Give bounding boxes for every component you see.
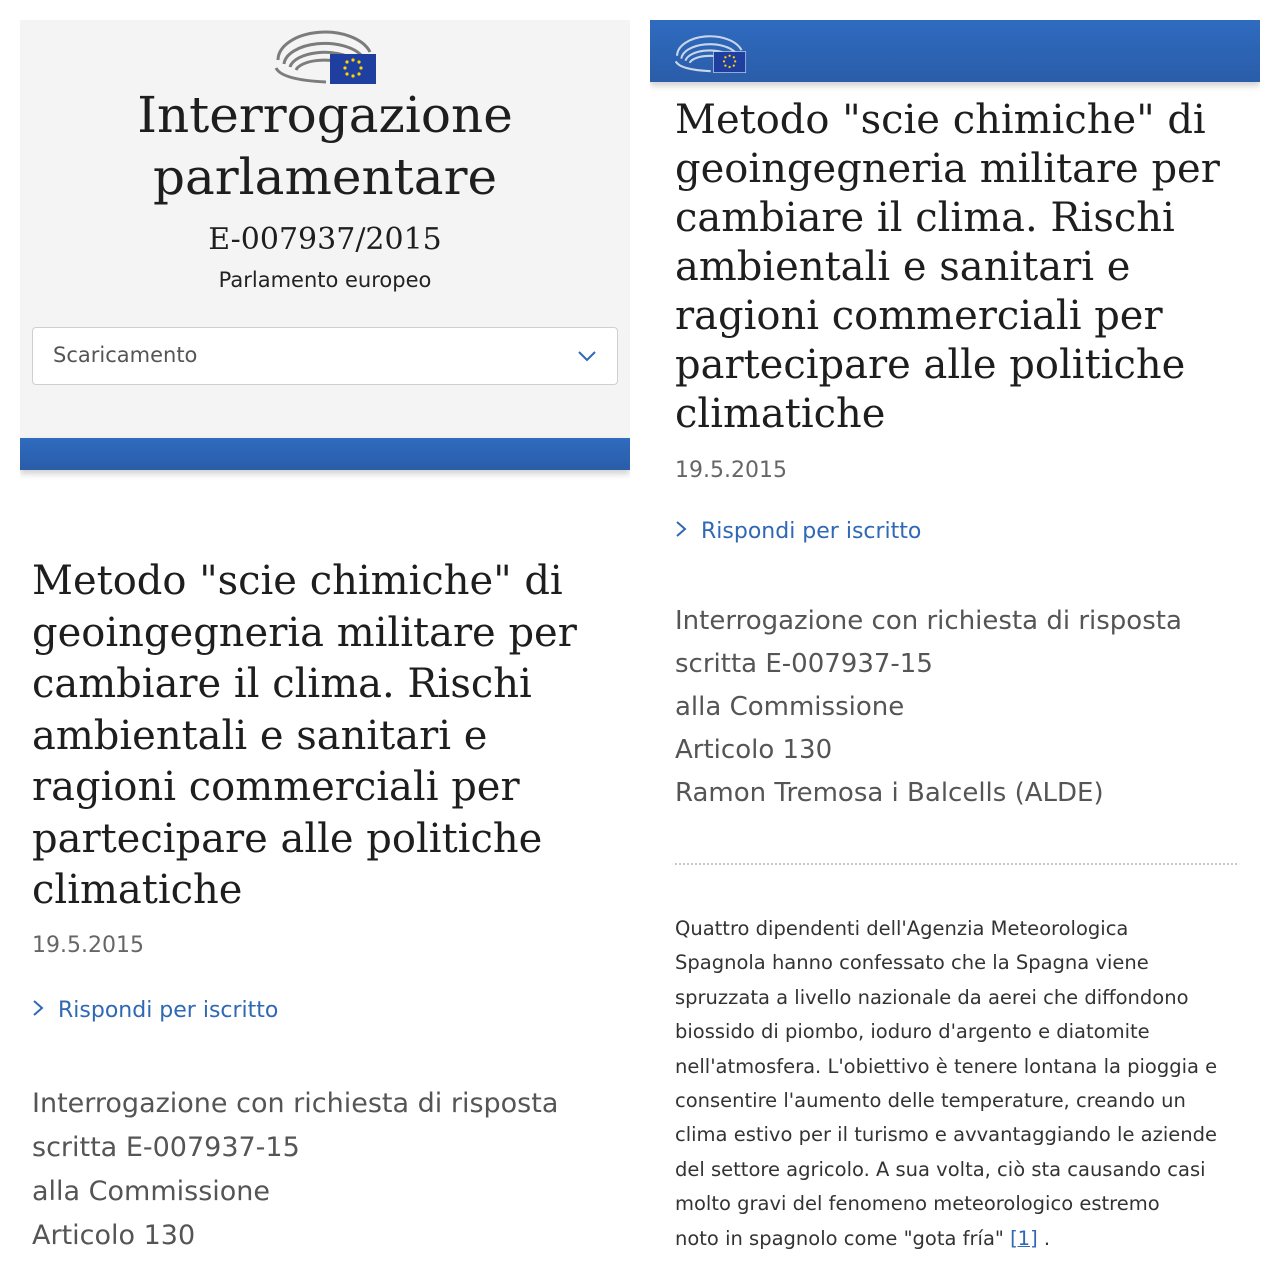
footnote-link[interactable]: [1] <box>1010 1226 1038 1250</box>
answer-link-label: Rispondi per iscritto <box>58 998 279 1023</box>
page-title-line1: Interrogazione <box>137 86 513 144</box>
meta-author: Ramon Tremosa i Balcells (ALDE) <box>675 778 1104 808</box>
answer-link[interactable] <box>32 998 278 1023</box>
question-title: Metodo "scie chimiche" di geoingegneria militare per cambiare il clima. Rischi ambientali e sanitari e ragioni commerciali per partecipare alle politiche climatiche <box>32 558 577 913</box>
institution-label: Parlamento europeo <box>218 268 432 292</box>
meta-line: alla Commissione <box>675 692 905 722</box>
page-title-line2: parlamentare <box>152 148 498 206</box>
right-screenshot-panel <box>650 20 1260 1260</box>
meta-line: Articolo 130 <box>675 735 833 765</box>
question-meta <box>32 1082 558 1258</box>
chevron-right-icon <box>675 519 687 544</box>
meta-line: Articolo 130 <box>32 1220 196 1251</box>
chevron-down-icon <box>577 348 597 367</box>
answer-link-label: Rispondi per iscritto <box>701 519 922 544</box>
question-body <box>675 912 1245 1256</box>
meta-line: scritta E-007937-15 <box>32 1132 300 1163</box>
page-header <box>20 20 630 438</box>
question-date: 19.5.2015 <box>675 458 787 483</box>
question-body-end: . <box>1037 1226 1051 1250</box>
meta-line: Interrogazione con richiesta di risposta <box>675 606 1182 636</box>
download-dropdown[interactable] <box>32 327 618 385</box>
question-reference: E-007937/2015 <box>208 222 442 257</box>
meta-line: Interrogazione con richiesta di risposta <box>32 1088 559 1119</box>
european-parliament-logo-icon[interactable] <box>672 32 748 74</box>
question-date: 19.5.2015 <box>32 933 144 958</box>
left-screenshot-panel <box>20 20 630 1260</box>
question-title: Metodo "scie chimiche" di geoingegneria militare per cambiare il clima. Rischi ambientali e sanitari e ragioni commerciali per partecipare alle politiche climatiche <box>675 97 1220 437</box>
dotted-divider <box>675 863 1237 865</box>
page-title <box>20 84 630 208</box>
question-body-text: Quattro dipendenti dell'Agenzia Meteorologica Spagnola hanno confessato che la Spagna viene spruzzata a livello nazionale da aerei che diffondono biossido di piombo, ioduro d'argento e diatomite nell'atmosfera. L'obiettivo è tenere lontana la pioggia e consentire l'aumento delle temperature, creando un clima estivo per il turismo e avvantaggiando le aziende del settore agricolo. A sua volta, ciò sta causando casi molto gravi del fenomeno meteorologico estremo noto in spagnolo come "gota fría" <box>675 917 1218 1250</box>
question-meta <box>675 600 1182 815</box>
blue-divider-bar <box>20 438 630 470</box>
chevron-right-icon <box>32 998 44 1023</box>
meta-line: scritta E-007937-15 <box>675 649 933 679</box>
answer-link[interactable] <box>675 519 921 544</box>
meta-line: alla Commissione <box>32 1176 271 1207</box>
download-dropdown-label: Scaricamento <box>53 343 198 367</box>
european-parliament-logo-icon <box>272 26 378 86</box>
